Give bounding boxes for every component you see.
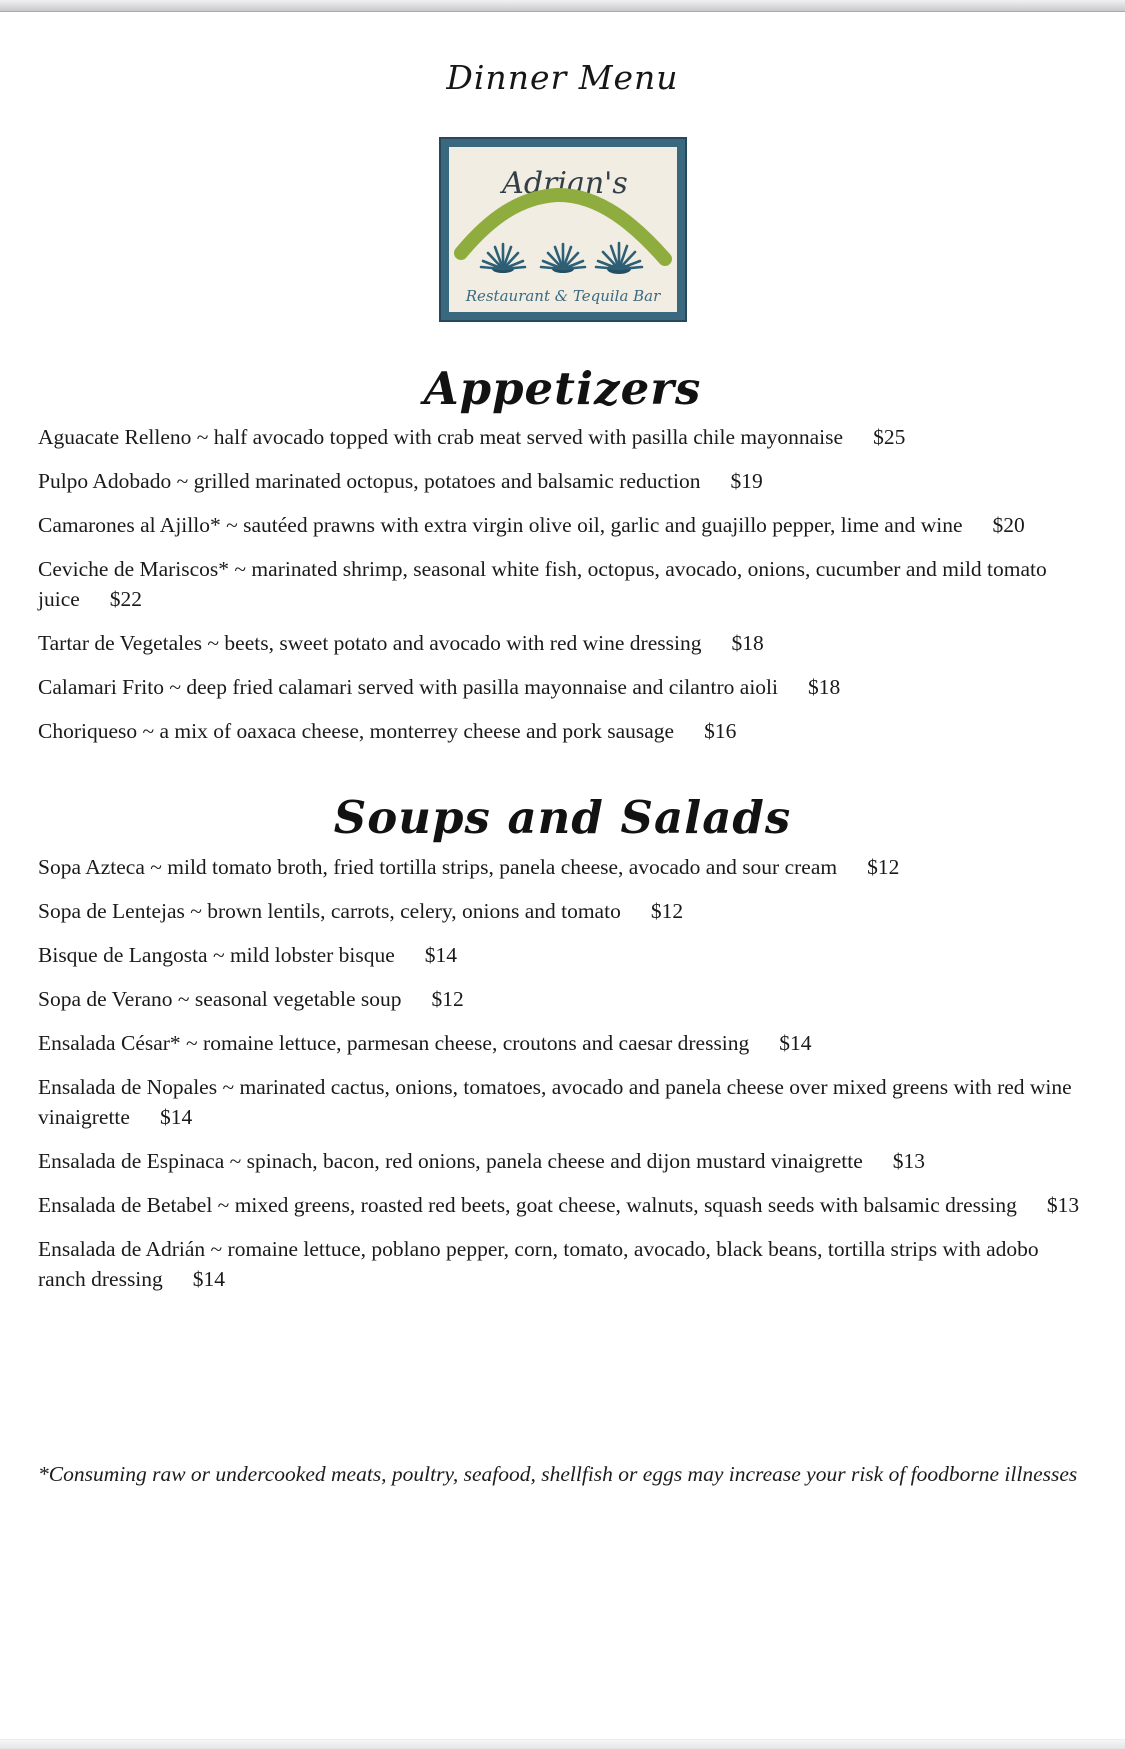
menu-item [38,672,1087,702]
section-heading: Appetizers [423,362,702,415]
item-name-desc: Calamari Frito ~ deep fried calamari served with pasilla mayonnaise and cilantro aioli [38,675,778,700]
menu-document [0,58,1125,1487]
menu-item [38,1234,1087,1294]
menu-item [38,510,1087,540]
menu-item [38,1072,1087,1132]
item-price: $20 [992,513,1025,538]
item-price: $13 [892,1148,926,1173]
menu-item [38,716,1087,746]
menu-item [38,940,1087,970]
item-name-desc: Bisque de Langosta ~ mild lobster bisque [38,942,395,967]
restaurant-logo [38,137,1087,327]
item-price: $14 [192,1266,226,1291]
item-name-desc: Ensalada de Betabel ~ mixed greens, roasted red beets, goat cheese, walnuts, squash seeds with balsamic dressing [38,1192,1017,1217]
menu-item [38,628,1087,658]
item-name-desc: Ensalada de Nopales ~ marinated cactus, onions, tomatoes, avocado and panela cheese over mixed greens with red wine vinaigrette [38,1074,1072,1129]
menu-item [38,852,1087,882]
item-price: $18 [731,631,764,656]
menu-item [38,554,1087,614]
item-name-desc: Ceviche de Mariscos* ~ marinated shrimp, seasonal white fish, octopus, avocado, onions, cucumber and mild tomato juice [38,557,1047,612]
viewer-top-bar [0,0,1125,12]
section-heading: Soups and Salads [333,791,792,845]
item-price: $16 [704,719,737,744]
logo-name-text: Adrian's [501,166,628,201]
page-title: Dinner Menu [446,58,679,97]
section-items [38,422,1087,746]
item-name-desc: Choriqueso ~ a mix of oaxaca cheese, monterrey cheese and pork sausage [38,719,675,744]
menu-sections [38,362,1087,1294]
item-name-desc: Pulpo Adobado ~ grilled marinated octopus, potatoes and balsamic reduction [38,469,701,494]
item-price: $12 [650,898,684,923]
viewer-bottom-bar [0,1739,1125,1749]
menu-section [38,362,1087,746]
menu-item [38,422,1087,452]
item-price: $14 [424,942,458,967]
item-name-desc: Sopa de Lentejas ~ brown lentils, carrots, celery, onions and tomato [38,898,621,923]
restaurant-logo-image [439,137,687,322]
item-name-desc: Ensalada de Espinaca ~ spinach, bacon, red onions, panela cheese and dijon mustard vinaigrette [38,1148,863,1173]
menu-item [38,1028,1087,1058]
item-name-desc: Sopa Azteca ~ mild tomato broth, fried tortilla strips, panela cheese, avocado and sour cream [38,854,838,879]
item-price: $12 [431,986,464,1011]
item-name-desc: Aguacate Relleno ~ half avocado topped with crab meat served with pasilla chile mayonnaise [38,425,844,450]
item-name-desc: Camarones al Ajillo* ~ sautéed prawns with extra virgin olive oil, garlic and guajillo pepper, lime and wine [38,513,963,538]
item-price: $14 [159,1104,193,1129]
menu-item [38,1190,1087,1220]
item-price: $22 [109,587,143,612]
item-name-desc: Ensalada de Adrián ~ romaine lettuce, poblano pepper, corn, tomato, avocado, black beans, tortilla strips with adobo ranch dressing [38,1236,1039,1291]
raw-food-disclaimer: *Consuming raw or undercooked meats, poultry, seafood, shellfish or eggs may increase your risk of foodborne illnesses [38,1461,1078,1486]
item-name-desc: Tartar de Vegetales ~ beets, sweet potato and avocado with red wine dressing [38,631,702,656]
menu-item [38,466,1087,496]
item-price: $14 [779,1030,812,1055]
item-price: $13 [1046,1192,1080,1217]
menu-item [38,1146,1087,1176]
item-price: $19 [730,469,763,494]
item-price: $12 [867,854,900,879]
item-price: $18 [808,675,841,700]
menu-item [38,896,1087,926]
menu-item [38,984,1087,1014]
item-price: $25 [873,425,906,450]
item-name-desc: Ensalada César* ~ romaine lettuce, parmesan cheese, croutons and caesar dressing [38,1030,750,1055]
item-name-desc: Sopa de Verano ~ seasonal vegetable soup [38,986,402,1011]
section-items [38,852,1087,1294]
menu-section [38,791,1087,1293]
logo-tagline-text: Restaurant & Tequila Bar [465,287,660,305]
